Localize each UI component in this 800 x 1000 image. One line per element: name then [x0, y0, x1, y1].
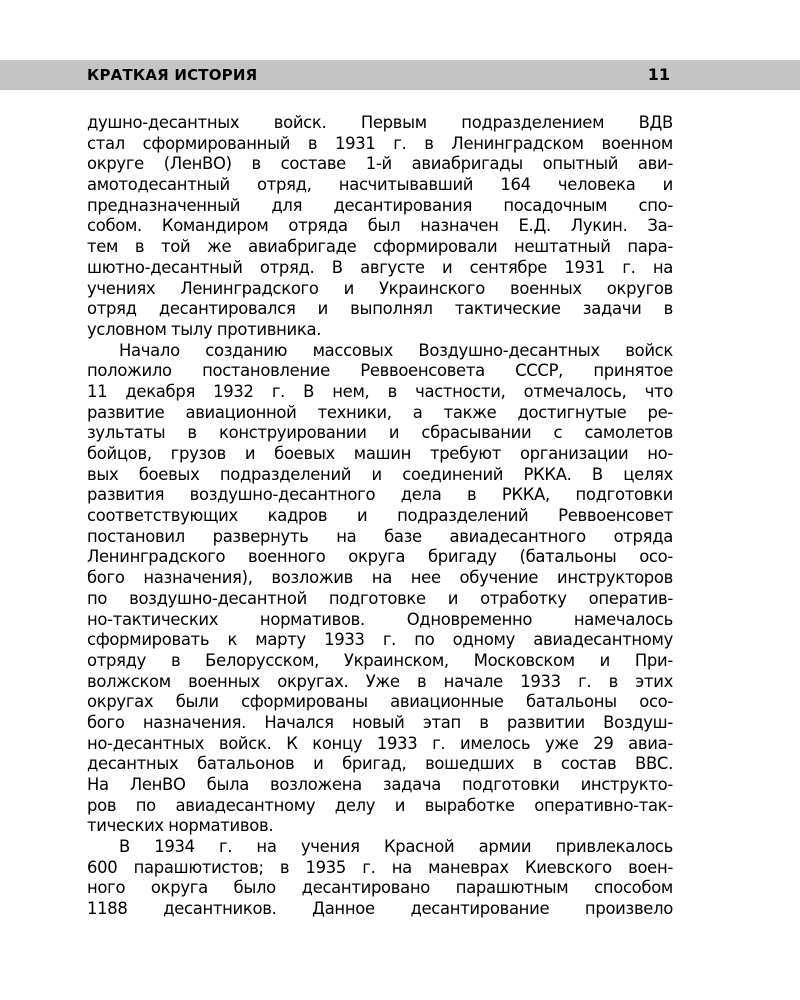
- text-line: бого назначения), возложив на нее обучение инструкторов: [87, 568, 673, 588]
- text-line: сформировать к марту 1933 г. по одному авиадесантному: [87, 630, 673, 650]
- text-line: шютно-десантный отряд. В августе и сентябре 1931 г. на: [87, 257, 673, 277]
- text-line: бого назначения. Начался новый этап в развитии Воздуш-: [87, 712, 673, 732]
- body-text: [87, 113, 673, 920]
- text-line: Ленинградского военного округа бригаду (батальоны осо-: [87, 547, 673, 567]
- text-line: развития воздушно-десантного дела в РККА, подготовки: [87, 485, 673, 505]
- text-line: отряд десантировался и выполнял тактические задачи в: [87, 299, 673, 319]
- text-line: бойцов, грузов и боевых машин требуют организации но-: [87, 444, 673, 463]
- text-line: по воздушно-десантной подготовке и отработку оператив-: [87, 588, 673, 608]
- text-line: ров по авиадесантному делу и выработке оперативно-так-: [87, 795, 673, 815]
- text-line: соответствующих кадров и подразделений Реввоенсовет: [87, 506, 673, 526]
- text-line: вых боевых подразделений и соединений РККА. В целях: [87, 464, 673, 484]
- text-line: Начало созданию массовых Воздушно-десантных войск: [119, 340, 673, 360]
- text-line: десантных батальонов и бригад, вошедших в состав ВВС.: [87, 754, 673, 774]
- text-line: но-десантных войск. К концу 1933 г. имелось уже 29 авиа-: [87, 733, 673, 753]
- text-line: 600 парашютистов; в 1935 г. на маневрах Киевского воен-: [87, 857, 673, 877]
- page-number: 11: [647, 65, 670, 84]
- text-line: 11 декабря 1932 г. В нем, в частности, отмечалось, что: [87, 381, 673, 401]
- text-line: собом. Командиром отряда был назначен Е.Д. Лукин. За-: [87, 216, 673, 236]
- text-line: волжском военных округах. Уже в начале 1933 г. в этих: [87, 671, 673, 691]
- text-line: амотодесантный отряд, насчитывавший 164 человека и: [87, 175, 673, 195]
- text-line: 1188 десантников. Данное десантирование произвело: [87, 899, 673, 919]
- text-line: учениях Ленинградского и Украинского военных округов: [87, 278, 673, 298]
- text-line: ного округа было десантировано парашютным способом: [87, 878, 673, 898]
- text-line: округах были сформированы авиационные батальоны осо-: [87, 692, 673, 712]
- text-line: постановил развернуть на базе авиадесантного отряда: [87, 526, 673, 546]
- text-line: положило постановление Реввоенсовета СССР, принятое: [87, 361, 673, 381]
- text-line: В 1934 г. на учения Красной армии привлекалось: [119, 837, 673, 857]
- running-header-title: КРАТКАЯ ИСТОРИЯ: [87, 66, 258, 84]
- text-line: На ЛенВО была возложена задача подготовки инструкто-: [87, 775, 673, 794]
- text-line: условном тылу противника.: [87, 319, 322, 339]
- text-line: развитие авиационной техники, а также достигнутые ре-: [87, 402, 673, 422]
- text-line: тических нормативов.: [87, 816, 274, 836]
- text-line: но-тактических нормативов. Одновременно намечалось: [87, 609, 673, 629]
- running-header: [0, 60, 800, 90]
- text-line: душно-десантных войск. Первым подразделением ВДВ: [87, 113, 673, 132]
- text-line: предназначенный для десантирования посадочным спо-: [87, 195, 673, 215]
- text-line: тем в той же авиабригаде сформировали нештатный пара-: [87, 237, 673, 257]
- text-line: стал сформированный в 1931 г. в Ленинградском военном: [87, 133, 673, 153]
- text-line: округе (ЛенВО) в составе 1-й авиабригады опытный ави-: [87, 154, 673, 174]
- text-line: зультаты в конструировании и сбрасывании с самолетов: [87, 423, 673, 443]
- text-line: отряду в Белорусском, Украинском, Московском и При-: [87, 650, 673, 670]
